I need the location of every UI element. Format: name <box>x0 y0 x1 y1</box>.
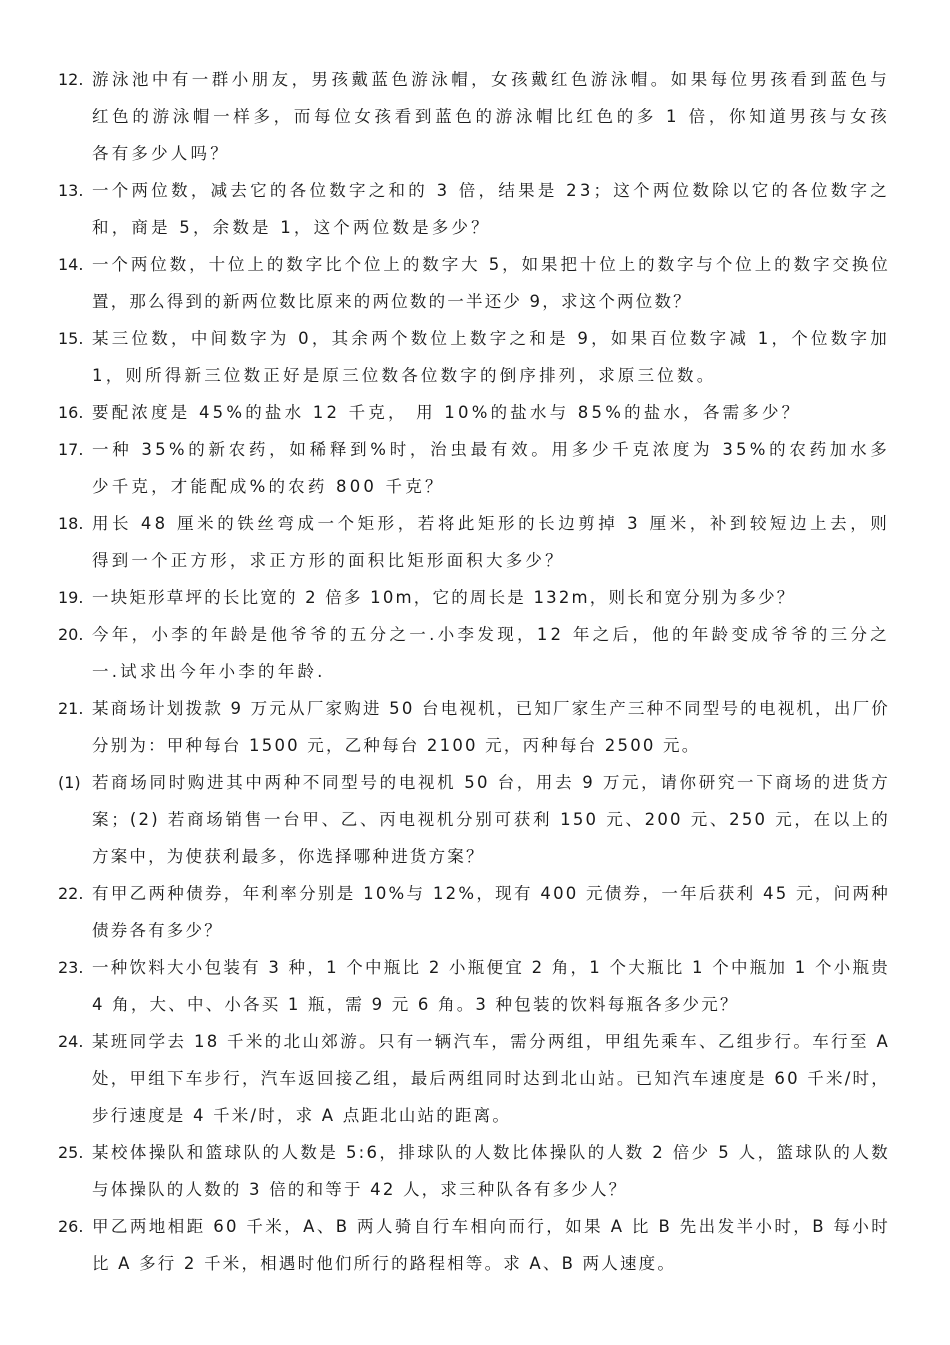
problem-number: 13. <box>58 181 84 200</box>
problem-number: 22. <box>58 884 84 903</box>
problem-number: 25. <box>58 1143 84 1162</box>
problem-text: 一种饮料大小包装有 3 种，1 个中瓶比 2 小瓶便宜 2 角，1 个大瓶比 1 个中瓶加 1 个小瓶贵 4 角，大、中、小各买 1 瓶，需 9 元 6 角。3 种包装的饮料每瓶各多少元？ <box>92 958 890 1014</box>
problem-text: 某校体操队和篮球队的人数是 5:6，排球队的人数比体操队的人数 2 倍少 5 人，篮球队的人数与体操队的人数的 3 倍的和等于 42 人，求三种队各有多少人？ <box>92 1143 890 1199</box>
problem-number: 23. <box>58 958 84 977</box>
problem-text: 一个两位数，十位上的数字比个位上的数字大 5，如果把十位上的数字与个位上的数字交换位置，那么得到的新两位数比原来的两位数的一半还少 9，求这个两位数？ <box>92 255 890 311</box>
problem-text: 若商场同时购进其中两种不同型号的电视机 50 台，用去 9 万元，请你研究一下商场的进货方案；(2) 若商场销售一台甲、乙、丙电视机分别可获利 150 元、200 元、250 元，在以上的方案中，为使获利最多，你选择哪种进货方案？ <box>92 773 890 866</box>
problem-22 <box>58 875 898 949</box>
problem-15 <box>58 320 898 394</box>
problem-text: 游泳池中有一群小朋友，男孩戴蓝色游泳帽，女孩戴红色游泳帽。如果每位男孩看到蓝色与红色的游泳帽一样多，而每位女孩看到蓝色的游泳帽比红色的多 1 倍，你知道男孩与女孩各有多少人吗？ <box>92 70 890 163</box>
problem-26 <box>58 1208 898 1282</box>
problem-16 <box>58 394 898 431</box>
problem-text: 某商场计划拨款 9 万元从厂家购进 50 台电视机，已知厂家生产三种不同型号的电视机，出厂价分别为：甲种每台 1500 元，乙种每台 2100 元，丙种每台 2500 元。 <box>92 699 890 755</box>
problem-number: 20. <box>58 625 84 644</box>
problem-number: 21. <box>58 699 84 718</box>
problem-list <box>58 61 898 1282</box>
problem-number: 12. <box>58 70 84 89</box>
problem-number: 14. <box>58 255 84 274</box>
problem-number: 17. <box>58 440 84 459</box>
problem-13 <box>58 172 898 246</box>
problem-number: 18. <box>58 514 84 533</box>
problem-18 <box>58 505 898 579</box>
problem-25 <box>58 1134 898 1208</box>
problem-text: 要配浓度是 45%的盐水 12 千克， 用 10%的盐水与 85%的盐水，各需多少？ <box>92 403 802 422</box>
problem-text: 一块矩形草坪的长比宽的 2 倍多 10m，它的周长是 132m，则长和宽分别为多少？ <box>92 588 796 607</box>
problem-text: 某班同学去 18 千米的北山郊游。只有一辆汽车，需分两组，甲组先乘车、乙组步行。车行至 A 处，甲组下车步行，汽车返回接乙组，最后两组同时达到北山站。已知汽车速度是 60 千米/时，步行速度是 4 千米/时，求 A 点距北山站的距离。 <box>92 1032 890 1125</box>
problem-12 <box>58 61 898 172</box>
problem-20 <box>58 616 898 690</box>
problem-text: 一个两位数，减去它的各位数字之和的 3 倍，结果是 23；这个两位数除以它的各位数字之和，商是 5，余数是 1，这个两位数是多少？ <box>92 181 890 237</box>
problem-19 <box>58 579 898 616</box>
problem-23 <box>58 949 898 1023</box>
problem-21-subparts <box>58 764 898 875</box>
problem-text: 有甲乙两种债券，年利率分别是 10%与 12%，现有 400 元债券，一年后获利 45 元，问两种债券各有多少？ <box>92 884 890 940</box>
problem-number: 15. <box>58 329 84 348</box>
problem-14 <box>58 246 898 320</box>
problem-number: 24. <box>58 1032 84 1051</box>
problem-text: 甲乙两地相距 60 千米，A、B 两人骑自行车相向而行，如果 A 比 B 先出发半小时，B 每小时比 A 多行 2 千米，相遇时他们所行的路程相等。求 A、B 两人速度。 <box>92 1217 890 1273</box>
problem-text: 一种 35%的新农药，如稀释到%时，治虫最有效。用多少千克浓度为 35%的农药加水多少千克，才能配成%的农药 800 千克？ <box>92 440 890 496</box>
problem-text: 某三位数，中间数字为 0，其余两个数位上数字之和是 9，如果百位数字减 1，个位数字加 1，则所得新三位数正好是原三位数各位数字的倒序排列，求原三位数。 <box>92 329 890 385</box>
problem-number: 16. <box>58 403 84 422</box>
problem-text: 今年，小李的年龄是他爷爷的五分之一.小李发现，12 年之后，他的年龄变成爷爷的三分之一.试求出今年小李的年龄. <box>92 625 890 681</box>
problem-number: 19. <box>58 588 84 607</box>
problem-24 <box>58 1023 898 1134</box>
problem-17 <box>58 431 898 505</box>
problem-number: (1) <box>58 773 81 792</box>
problem-text: 用长 48 厘米的铁丝弯成一个矩形，若将此矩形的长边剪掉 3 厘米，补到较短边上去，则得到一个正方形，求正方形的面积比矩形面积大多少？ <box>92 514 890 570</box>
problem-21 <box>58 690 898 764</box>
problem-number: 26. <box>58 1217 84 1236</box>
